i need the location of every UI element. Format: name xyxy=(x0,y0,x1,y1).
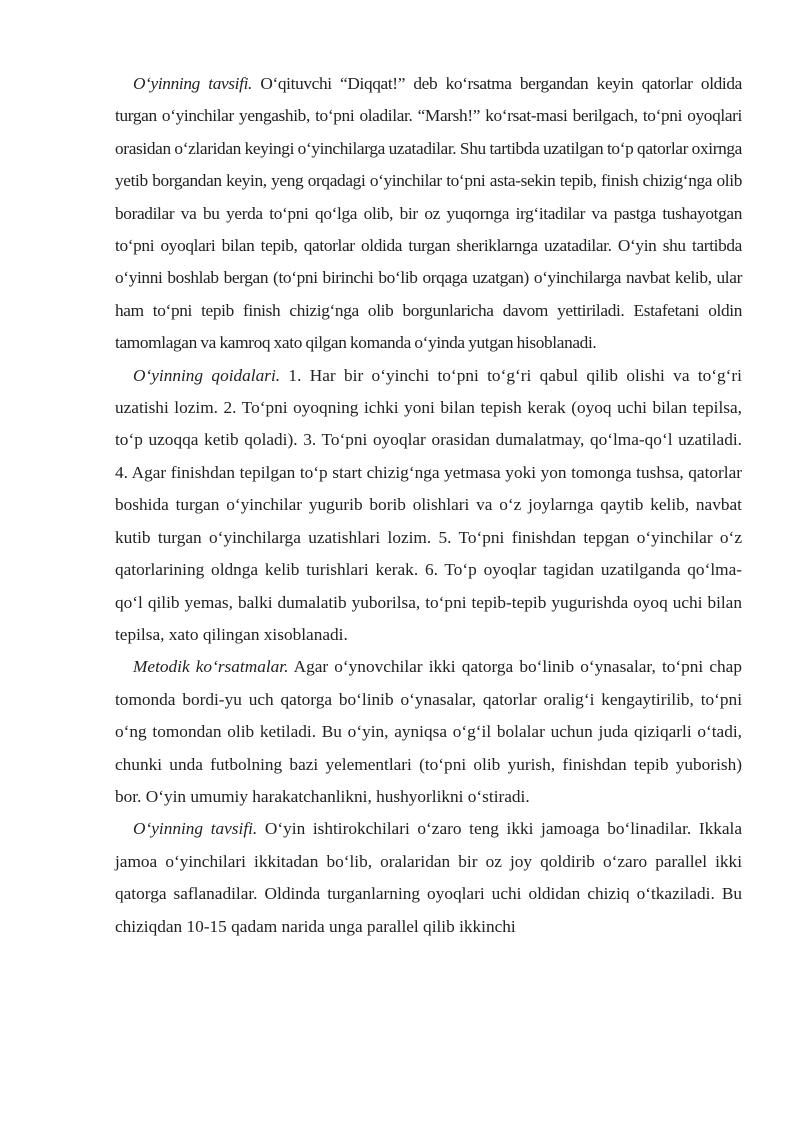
paragraph-game-description-2 xyxy=(115,813,742,943)
paragraph-body: Agar o‘ynovchilar ikki qatorga bo‘linib o‘ynasalar, to‘pni chap tomonda bordi-yu uch qatorga bo‘linib o‘ynasalar, qatorlar oralig‘i kengaytirilib, to‘pni o‘ng tomondan olib ketiladi. Bu o‘yin, ayniqsa o‘g‘il bolalar uchun juda qiziqarli o‘tadi, chunki unda futbolning bazi yelementlari (to‘pni olib yurish, finishdan tepib yuborish) bor. O‘yin umumiy harakatchanlikni, hushyorlikni o‘stiradi. xyxy=(115,657,742,806)
paragraph-heading: Metodik ko‘rsatmalar. xyxy=(133,657,289,677)
paragraph-heading: O‘yinning tavsifi. xyxy=(133,819,258,839)
paragraph-heading: O‘yinning qoidalari. xyxy=(133,365,281,385)
paragraph-game-description-1 xyxy=(115,68,742,360)
paragraph-game-rules xyxy=(115,360,742,652)
paragraph-body: O‘qituvchi “Diqqat!” deb ko‘rsatma bergandan keyin qatorlar oldida turgan o‘yinchilar yengashib, to‘pni oladilar. “Marsh!” ko‘rsat-masi berilgach, to‘pni oyoqlari orasidan o‘zlaridan keyingi o‘yinchilarga uzatadilar. Shu tartibda uzatilgan to‘p qatorlar oxirnga yetib borgandan keyin, yeng orqadagi o‘yinchilar to‘pni asta-sekin tepib, finish chizig‘nga olib boradilar va bu yerda to‘pni qo‘lga olib, bir oz yuqornga irg‘itadilar va pastga tushayotgan to‘pni oyoqlari bilan tepib, qatorlar oldida turgan sheriklarnga uzatadilar. O‘yin shu tartibda o‘yinni boshlab bergan (to‘pni birinchi bo‘lib orqaga uzatgan) o‘yinchilarga navbat kelib, ular ham to‘pni tepib finish chizig‘nga olib borgunlaricha davom yettiriladi. Estafetani oldin tamomlagan va kamroq xato qilgan komanda o‘yinda yutgan hisoblanadi. xyxy=(115,74,742,353)
paragraph-body: O‘yin ishtirokchilari o‘zaro teng ikki jamoaga bo‘linadilar. Ikkala jamoa o‘yinchilari ikkitadan bo‘lib, oralaridan bir oz joy qoldirib o‘zaro parallel ikki qatorga saflanadilar. Oldinda turganlarning oyoqlari uchi oldidan chiziq o‘tkaziladi. Bu chiziqdan 10-15 qadam narida unga parallel qilib ikkinchi xyxy=(115,819,743,936)
paragraph-body: 1. Har bir o‘yinchi to‘pni to‘g‘ri qabul qilib olishi va to‘g‘ri uzatishi lozim. 2. To‘pni oyoqning ichki yoni bilan tepish kerak (oyoq uchi bilan tepilsa, to‘p uzoqqa ketib qoladi). 3. To‘pni oyoqlar orasidan dumalatmay, qo‘lma-qo‘l uzatiladi. 4. Agar finishdan tepilgan to‘p start chizig‘nga yetmasa yoki yon tomonga tushsa, qatorlar boshida turgan o‘yinchilar yugurib borib olishlari va o‘z joylarnga qaytib kelib, navbat kutib turgan o‘yinchilarga uzatishlari lozim. 5. To‘pni finishdan tepgan o‘yinchilar o‘z qatorlarining oldnga kelib turishlari kerak. 6. To‘p oyoqlar tagidan uzatilganda qo‘lma-qo‘l qilib yemas, balki dumalatib yuborilsa, to‘pni tepib-tepib yugurishda oyoq uchi bilan tepilsa, xato qilingan xisoblanadi. xyxy=(115,365,742,644)
paragraph-heading: O‘yinning tavsifi. xyxy=(133,74,253,93)
paragraph-methodical-instructions xyxy=(115,651,742,813)
